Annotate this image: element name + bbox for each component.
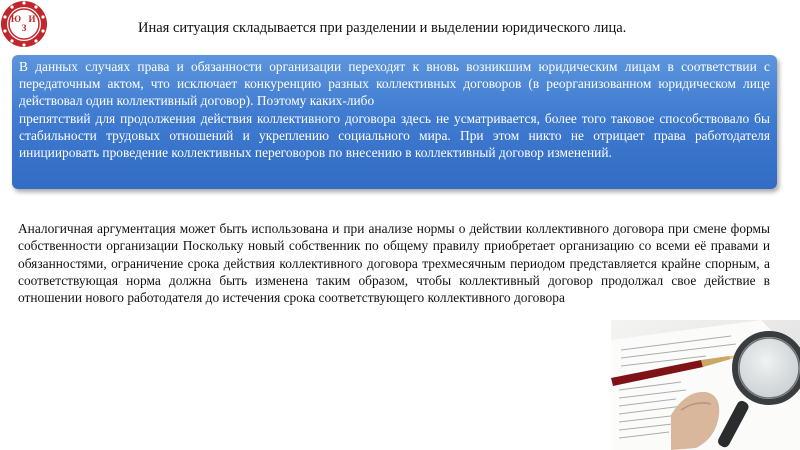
highlight-paragraph-2: препятствий для продолжения действия коллективного договора здесь не усматривается, более того таковое способствовало бы стабильности трудовых отношений и укреплению социального мира. При этом никто не отрицает права работодателя инициировать проведение коллективных переговоров по внесению в коллективный договор изменений. bbox=[19, 110, 770, 161]
svg-text:Ю: Ю bbox=[10, 14, 22, 24]
body-paragraph: Аналогичная аргументация может быть использована и при анализе нормы о действии коллективного договора при смене формы собственности организации Поскольку новый собственник по общему правилу приобретает организацию со всеми её правами и обязанностями, ограничение срока действия коллективного договора трехмесячным периодом представляется крайне спорным, а соответствующая норма должна быть изменена таким образом, чтобы коллективный договор продолжал свое действие в отношении нового работодателя до истечения срока соответствующего коллективного договора bbox=[18, 221, 770, 306]
magnifier-pen-documents-illustration bbox=[611, 320, 800, 450]
svg-text:З: З bbox=[21, 23, 27, 33]
highlight-box bbox=[12, 55, 777, 189]
logo-seal-icon bbox=[0, 0, 48, 48]
highlight-paragraph-1: В данных случаях права и обязанности организации переходят к вновь возникшим юридическим лицам в соответствии с передаточным актом, что исключает конкуренцию разных коллективных договоров (в реорганизованном юридическом лице действовал один коллективный договор). Поэтому каких-либо bbox=[19, 59, 770, 109]
svg-text:И: И bbox=[28, 14, 36, 24]
slide-title: Иная ситуация складывается при разделении и выделении юридического лица. bbox=[138, 20, 627, 36]
